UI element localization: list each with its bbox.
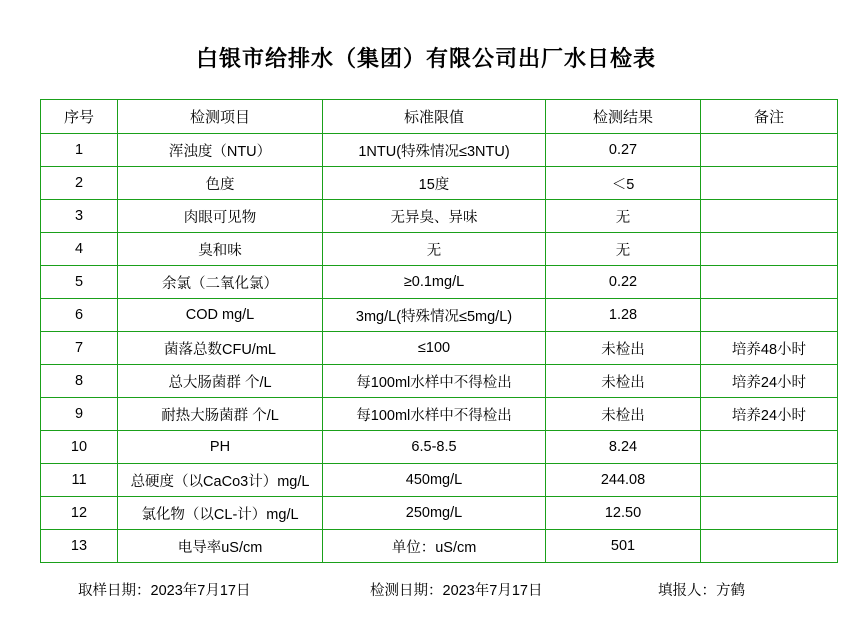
cell-limit: 无异臭、异味	[323, 200, 546, 233]
cell-remark	[701, 233, 838, 266]
cell-no: 6	[41, 299, 118, 332]
table-body	[41, 134, 838, 563]
cell-item: PH	[118, 431, 323, 464]
table-row	[41, 266, 838, 299]
cell-limit: 6.5-8.5	[323, 431, 546, 464]
cell-remark: 培养24小时	[701, 365, 838, 398]
cell-result: 未检出	[546, 365, 701, 398]
table-row	[41, 464, 838, 497]
cell-no: 13	[41, 530, 118, 563]
column-header-remark: 备注	[701, 100, 838, 134]
cell-result: 0.22	[546, 266, 701, 299]
cell-item: 浑浊度（NTU）	[118, 134, 323, 167]
cell-limit: 250mg/L	[323, 497, 546, 530]
cell-item: 菌落总数CFU/mL	[118, 332, 323, 365]
cell-no: 11	[41, 464, 118, 497]
table-row	[41, 365, 838, 398]
cell-limit: 450mg/L	[323, 464, 546, 497]
cell-no: 3	[41, 200, 118, 233]
column-header-item: 检测项目	[118, 100, 323, 134]
cell-no: 4	[41, 233, 118, 266]
cell-no: 1	[41, 134, 118, 167]
table-row	[41, 233, 838, 266]
cell-remark	[701, 431, 838, 464]
cell-remark	[701, 134, 838, 167]
cell-limit: 1NTU(特殊情况≤3NTU)	[323, 134, 546, 167]
cell-item: 电导率uS/cm	[118, 530, 323, 563]
cell-result: 8.24	[546, 431, 701, 464]
cell-no: 7	[41, 332, 118, 365]
cell-result: 0.27	[546, 134, 701, 167]
cell-item: 耐热大肠菌群 个/L	[118, 398, 323, 431]
cell-no: 12	[41, 497, 118, 530]
cell-no: 2	[41, 167, 118, 200]
cell-item: COD mg/L	[118, 299, 323, 332]
cell-remark	[701, 530, 838, 563]
cell-limit: ≥0.1mg/L	[323, 266, 546, 299]
cell-limit: 无	[323, 233, 546, 266]
cell-item: 氯化物（以CL-计）mg/L	[118, 497, 323, 530]
page-title: 白银市给排水（集团）有限公司出厂水日检表	[195, 46, 656, 71]
cell-result: 无	[546, 233, 701, 266]
table-header-row	[41, 100, 838, 134]
cell-no: 8	[41, 365, 118, 398]
cell-result: 12.50	[546, 497, 701, 530]
report-table	[40, 99, 838, 563]
cell-remark	[701, 200, 838, 233]
cell-no: 10	[41, 431, 118, 464]
table-row	[41, 530, 838, 563]
cell-limit: 3mg/L(特殊情况≤5mg/L)	[323, 299, 546, 332]
sample-date-label: 取样日期：2023年7月17日	[78, 583, 251, 599]
table-row	[41, 431, 838, 464]
cell-remark: 培养24小时	[701, 398, 838, 431]
cell-result: 无	[546, 200, 701, 233]
table-row	[41, 134, 838, 167]
column-header-no: 序号	[41, 100, 118, 134]
table-header	[41, 100, 838, 134]
cell-limit: ≤100	[323, 332, 546, 365]
cell-result: 1.28	[546, 299, 701, 332]
cell-result: 501	[546, 530, 701, 563]
footer-row	[40, 579, 812, 600]
cell-no: 5	[41, 266, 118, 299]
cell-limit: 15度	[323, 167, 546, 200]
cell-item: 臭和味	[118, 233, 323, 266]
table-row	[41, 332, 838, 365]
cell-item: 总大肠菌群 个/L	[118, 365, 323, 398]
cell-result: 未检出	[546, 398, 701, 431]
table-row	[41, 497, 838, 530]
cell-remark	[701, 497, 838, 530]
cell-remark	[701, 266, 838, 299]
cell-limit: 每100ml水样中不得检出	[323, 365, 546, 398]
cell-limit: 单位：uS/cm	[323, 530, 546, 563]
cell-result: ＜5	[546, 167, 701, 200]
filler-name-label: 填报人：方鹤	[658, 583, 745, 599]
test-date-label: 检测日期：2023年7月17日	[370, 583, 543, 599]
table-row	[41, 200, 838, 233]
cell-item: 肉眼可见物	[118, 200, 323, 233]
table-row	[41, 167, 838, 200]
table-row	[41, 398, 838, 431]
cell-remark	[701, 167, 838, 200]
cell-item: 总硬度（以CaCo3计）mg/L	[118, 464, 323, 497]
cell-limit: 每100ml水样中不得检出	[323, 398, 546, 431]
column-header-limit: 标准限值	[323, 100, 546, 134]
column-header-result: 检测结果	[546, 100, 701, 134]
cell-no: 9	[41, 398, 118, 431]
cell-remark: 培养48小时	[701, 332, 838, 365]
cell-remark	[701, 464, 838, 497]
cell-result: 未检出	[546, 332, 701, 365]
cell-item: 色度	[118, 167, 323, 200]
report-table-container	[40, 99, 812, 563]
table-row	[41, 299, 838, 332]
cell-result: 244.08	[546, 464, 701, 497]
cell-remark	[701, 299, 838, 332]
cell-item: 余氯（二氧化氯）	[118, 266, 323, 299]
